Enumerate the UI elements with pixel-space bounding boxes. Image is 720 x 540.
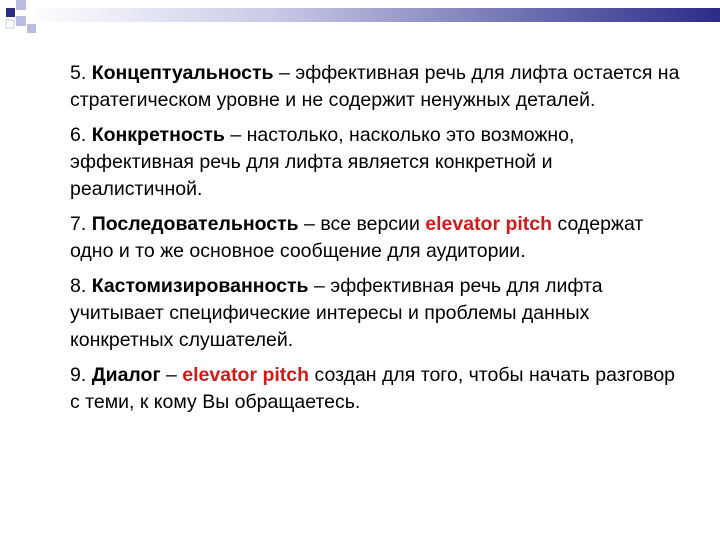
list-item-concreteness <box>70 122 690 203</box>
item-text-before: – все версии <box>298 213 426 235</box>
item-text: – настолько, насколько это возможно, эффективная речь для лифта является конкретной и реалистичной. <box>70 124 575 200</box>
item-number: 6. <box>70 124 87 146</box>
item-text-after: создан для того, чтобы начать разговор с теми, к кому Вы обращаетесь. <box>70 364 676 413</box>
deco-square-5 <box>6 20 14 28</box>
item-term: Концептуальность <box>91 62 274 84</box>
item-term: Кастомизированность <box>91 275 309 297</box>
list-item-concept <box>70 60 690 114</box>
slide-body <box>70 60 690 424</box>
item-text: – эффективная речь для лифта остается на стратегическом уровне и не содержит ненужных деталей. <box>70 62 680 111</box>
list-item-customization <box>70 273 690 354</box>
item-number: 5. <box>70 62 87 84</box>
item-term: Конкретность <box>91 124 225 146</box>
item-number: 8. <box>70 275 87 297</box>
item-number: 7. <box>70 213 87 235</box>
header-gradient-bar <box>0 0 720 44</box>
deco-square-4 <box>27 24 36 33</box>
elevator-pitch-highlight: elevator pitch <box>425 213 553 235</box>
item-term: Диалог <box>91 364 161 386</box>
deco-square-2 <box>16 0 26 10</box>
item-text-before: – <box>160 364 183 386</box>
item-number: 9. <box>70 364 87 386</box>
list-item-consistency <box>70 211 690 265</box>
item-text-after: содержат одно и то же основное сообщение для аудитории. <box>70 213 644 262</box>
header-decoration <box>0 0 720 44</box>
deco-square-3 <box>16 16 26 26</box>
list-item-dialogue <box>70 362 690 416</box>
deco-square-1 <box>6 8 15 17</box>
elevator-pitch-highlight: elevator pitch <box>182 364 310 386</box>
item-term: Последовательность <box>91 213 299 235</box>
header-gradient-strip <box>28 8 720 22</box>
item-text: – эффективная речь для лифта учитывает специфические интересы и проблемы данных конкретных слушателей. <box>70 275 603 351</box>
